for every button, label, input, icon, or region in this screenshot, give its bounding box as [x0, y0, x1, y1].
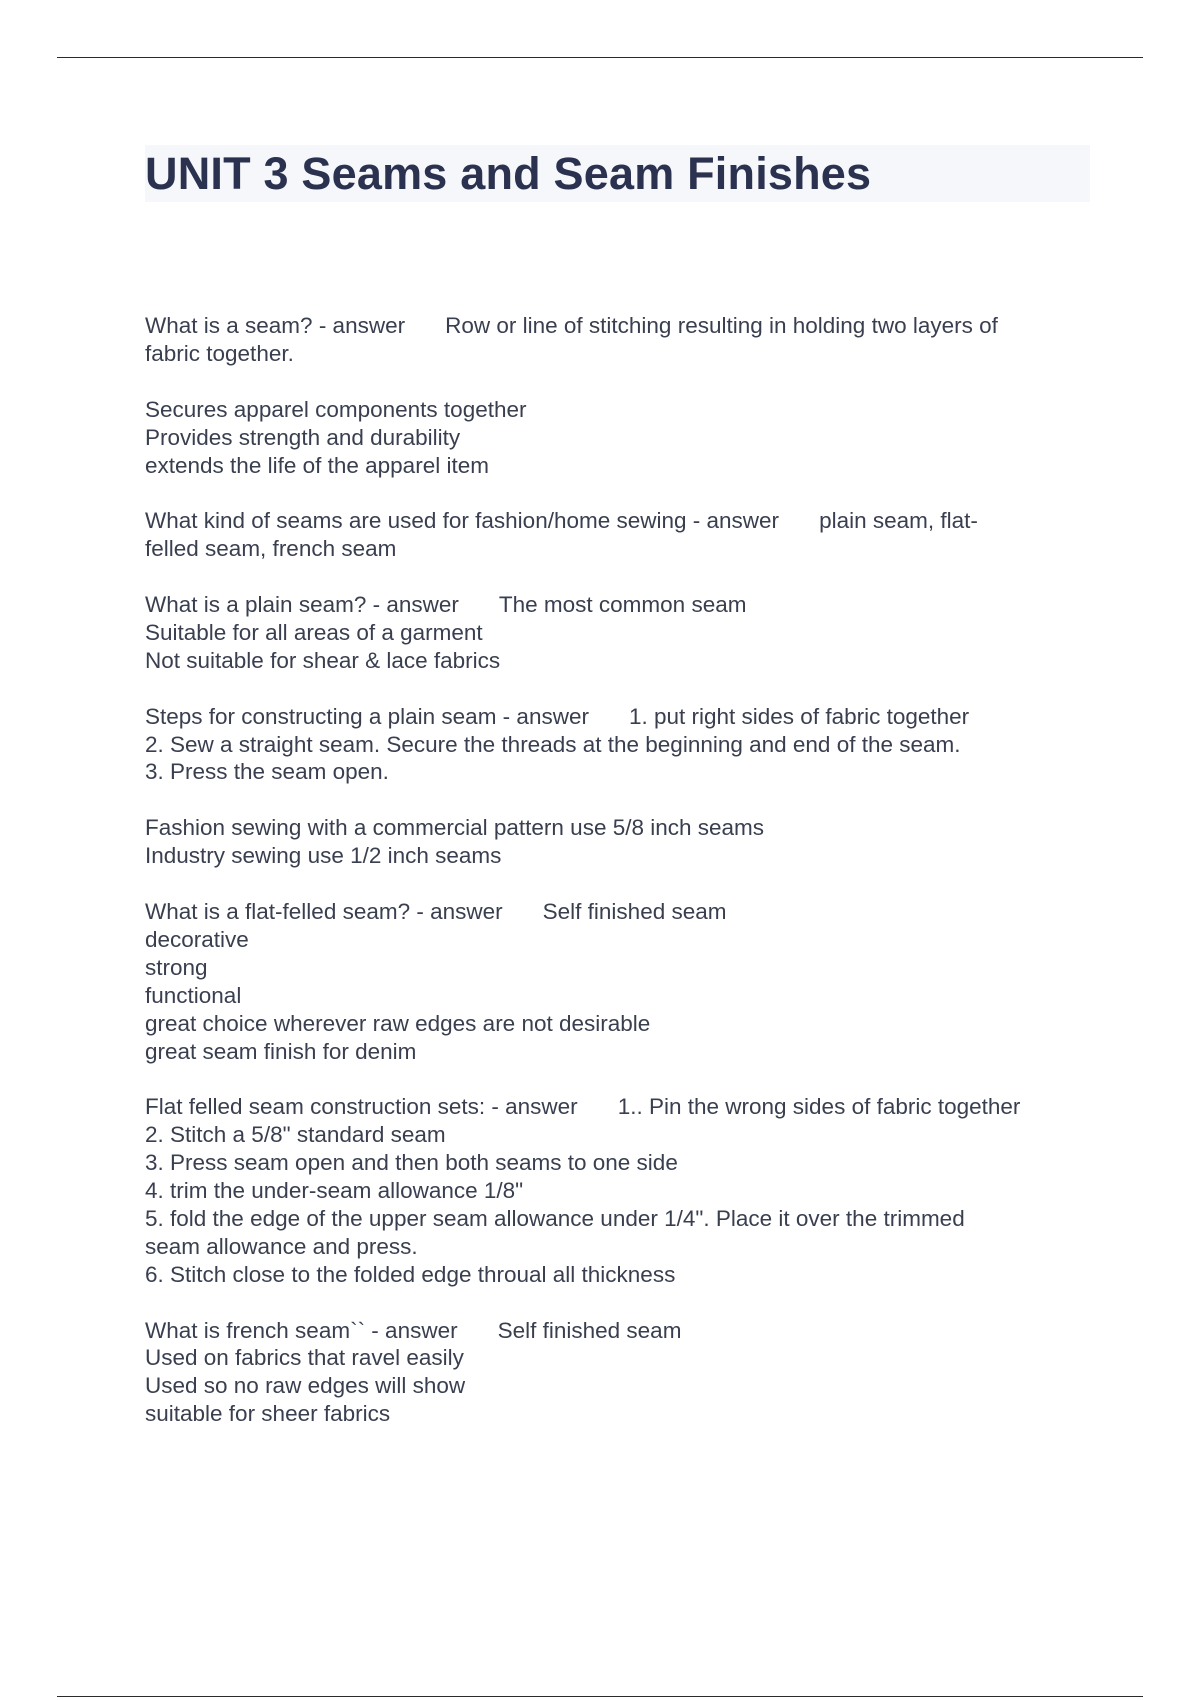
- qa-line: [145, 507, 1095, 535]
- qa-line: [145, 312, 1095, 340]
- answer-line: Fashion sewing with a commercial pattern use 5/8 inch seams: [145, 815, 765, 841]
- answer-line: 3. Press seam open and then both seams to one side: [145, 1150, 678, 1176]
- qa-block: [145, 507, 1095, 563]
- answer-line: seam allowance and press.: [145, 1233, 418, 1259]
- qa-line: [145, 703, 1095, 731]
- answer-text: plain seam, flat-: [819, 508, 978, 534]
- answer-line: 2. Stitch a 5/8" standard seam: [145, 1122, 446, 1148]
- qa-line: [145, 1317, 1095, 1345]
- answer-text: 1.. Pin the wrong sides of fabric together: [617, 1094, 1021, 1120]
- answer-line: Not suitable for shear & lace fabrics: [145, 647, 501, 673]
- answer-text: Self finished seam: [497, 1317, 682, 1343]
- answer-line: 3. Press the seam open.: [145, 759, 389, 785]
- answer-line: 6. Stitch close to the folded edge throual all thickness: [145, 1261, 676, 1287]
- document-body: [145, 312, 1095, 1456]
- question-text: Flat felled seam construction sets: - answer: [145, 1094, 578, 1120]
- question-text: What is a seam? - answer: [145, 313, 406, 338]
- answer-text: Row or line of stitching resulting in holding two layers of: [445, 313, 998, 338]
- qa-block: [145, 1317, 1095, 1429]
- answer-line: strong: [145, 954, 208, 980]
- answer-line: 2. Sew a straight seam. Secure the threads at the beginning and end of the seam.: [145, 731, 961, 757]
- answer-text: The most common seam: [498, 592, 747, 618]
- answer-line: Industry sewing use 1/2 inch seams: [145, 843, 502, 869]
- answer-line: 4. trim the under-seam allowance 1/8": [145, 1178, 524, 1204]
- answer-line: suitable for sheer fabrics: [145, 1401, 391, 1427]
- answer-line: great choice wherever raw edges are not desirable: [145, 1010, 651, 1036]
- answer-line: fabric together.: [145, 340, 294, 366]
- qa-block: [145, 703, 1095, 870]
- answer-line: Secures apparel components together: [145, 396, 527, 422]
- question-text: What is french seam`` - answer: [145, 1317, 458, 1343]
- qa-block: [145, 312, 1095, 479]
- answer-line: functional: [145, 982, 242, 1008]
- question-text: Steps for constructing a plain seam - answer: [145, 703, 589, 729]
- answer-line: Provides strength and durability: [145, 424, 461, 450]
- answer-line: Used so no raw edges will show: [145, 1373, 466, 1399]
- top-rule: [57, 57, 1143, 58]
- question-text: What kind of seams are used for fashion/home sewing - answer: [145, 508, 780, 534]
- qa-line: [145, 898, 1095, 926]
- answer-line: felled seam, french seam: [145, 536, 397, 562]
- answer-line: Suitable for all areas of a garment: [145, 619, 483, 645]
- question-text: What is a flat-felled seam? - answer: [145, 898, 503, 924]
- qa-line: [145, 591, 1095, 619]
- qa-block: [145, 1093, 1095, 1288]
- qa-line: [145, 1093, 1095, 1121]
- answer-text: 1. put right sides of fabric together: [628, 703, 970, 729]
- answer-line: decorative: [145, 926, 249, 952]
- blank-line: [145, 786, 1095, 814]
- question-text: What is a plain seam? - answer: [145, 592, 459, 618]
- answer-line: extends the life of the apparel item: [145, 452, 489, 478]
- answer-line: Used on fabrics that ravel easily: [145, 1345, 464, 1371]
- answer-line: 5. fold the edge of the upper seam allowance under 1/4". Place it over the trimmed: [145, 1205, 965, 1231]
- page-title: UNIT 3 Seams and Seam Finishes: [145, 148, 872, 199]
- qa-block: [145, 898, 1095, 1065]
- bottom-rule: [57, 1696, 1143, 1697]
- answer-line: great seam finish for denim: [145, 1038, 417, 1064]
- qa-block: [145, 591, 1095, 675]
- blank-line: [145, 368, 1095, 396]
- answer-text: Self finished seam: [542, 898, 727, 924]
